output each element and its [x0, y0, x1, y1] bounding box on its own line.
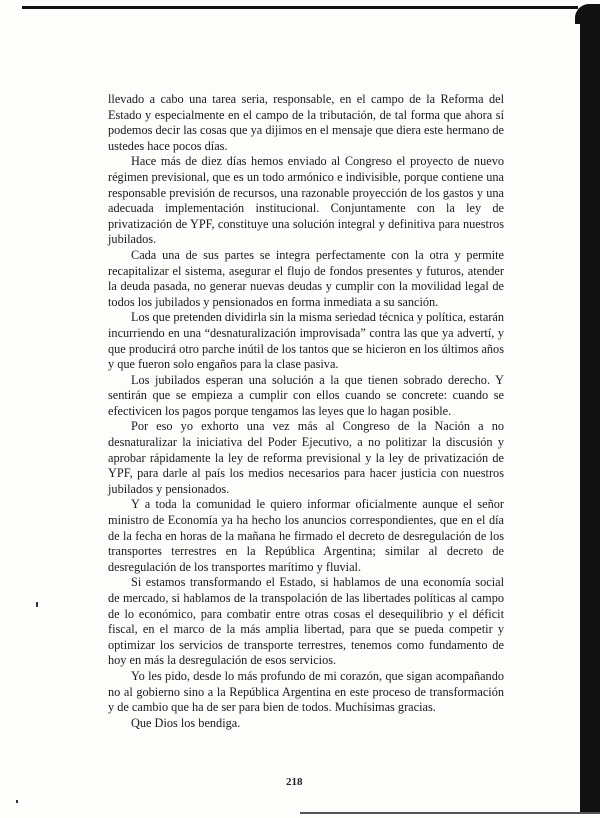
body-text: [108, 92, 504, 731]
scan-binding-edge: [580, 18, 600, 812]
scan-bottom-edge: [300, 812, 600, 814]
paragraph: Los que pretenden dividirla sin la misma seriedad técnica y política, estarán incurriendo en una “desnaturalización improvisada” contra las que ya advertí, y que producirá otro parche inútil de los tantos que se hicieron en los últimos años y que fueron solo engaños para la clase pasiva.: [108, 310, 504, 372]
scan-speck: [36, 602, 38, 607]
paragraph: Cada una de sus partes se integra perfectamente con la otra y permite recapitalizar el sistema, asegurar el flujo de fondos presentes y futuros, atender la deuda pasada, no generar nuevas deudas y cumplir con la movilidad legal de todos los jubilados y pensionados en forma inmediata a su sanción.: [108, 247, 504, 309]
paragraph: llevado a cabo una tarea seria, responsable, en el campo de la Reforma del Estado y especialmente en el campo de la tributación, de tal forma que ahora sí podemos decir las cosas que ya dijimos en el mensaje que diera este hermano de ustedes hace pocos días.: [108, 92, 504, 153]
paragraph: Yo les pido, desde lo más profundo de mi corazón, que sigan acompañando no al gobierno sino a la República Argentina en este proceso de transformación y de cambio que ha de ser para bien de todos. Muchísimas gracias.: [108, 668, 504, 715]
scan-speck: [16, 800, 18, 803]
paragraph: Hace más de diez días hemos enviado al Congreso el proyecto de nuevo régimen previsional, que es un todo armónico e indivisible, porque contiene una responsable previsión de recursos, una razonable proyección de los gastos y una adecuada implementación institucional. Conjuntamente con la ley de privatización de YPF, constituye una solución integral y definitiva para nuestros jubilados.: [108, 154, 504, 247]
paragraph: Los jubilados esperan una solución a la que tienen sobrado derecho. Y sentirán que se empieza a cumplir con ellos cuando se concrete: cuando se efectivicen los pagos porque tengamos las leyes que lo hagan posible.: [108, 372, 504, 418]
paragraph: Si estamos transformando el Estado, si hablamos de una economía social de mercado, si hablamos de la transpolación de las libertades políticas al campo de lo económico, para combatir entre otras cosas el desequilibrio y el déficit fiscal, en el marco de la más amplia libertad, para que se pueda competir y optimizar los servicios de transporte terrestres, tenemos como fundamento de hoy en más la desregulación de esos servicios.: [108, 575, 504, 668]
scan-top-edge: [22, 6, 578, 9]
paragraph: Y a toda la comunidad le quiero informar oficialmente aunque el señor ministro de Economía ya ha hecho los anuncios correspondientes, que en el día de la fecha en horas de la mañana he firmado el decreto de desregulación de los transportes terrestres en la República Argentina; similar al decreto de desregulación de los transportes marítimo y fluvial.: [108, 497, 504, 574]
page-number: 218: [286, 776, 303, 788]
paragraph: Que Dios los bendiga.: [131, 715, 241, 730]
paragraph: Por eso yo exhorto una vez más al Congreso de la Nación a no desnaturalizar la iniciativa del Poder Ejecutivo, a no politizar la discusión y aprobar rápidamente la ley de reforma previsional y la ley de privatización de YPF, para darle al país los medios necesarios para hacer justicia con nuestros jubilados y pensionados.: [108, 419, 504, 496]
